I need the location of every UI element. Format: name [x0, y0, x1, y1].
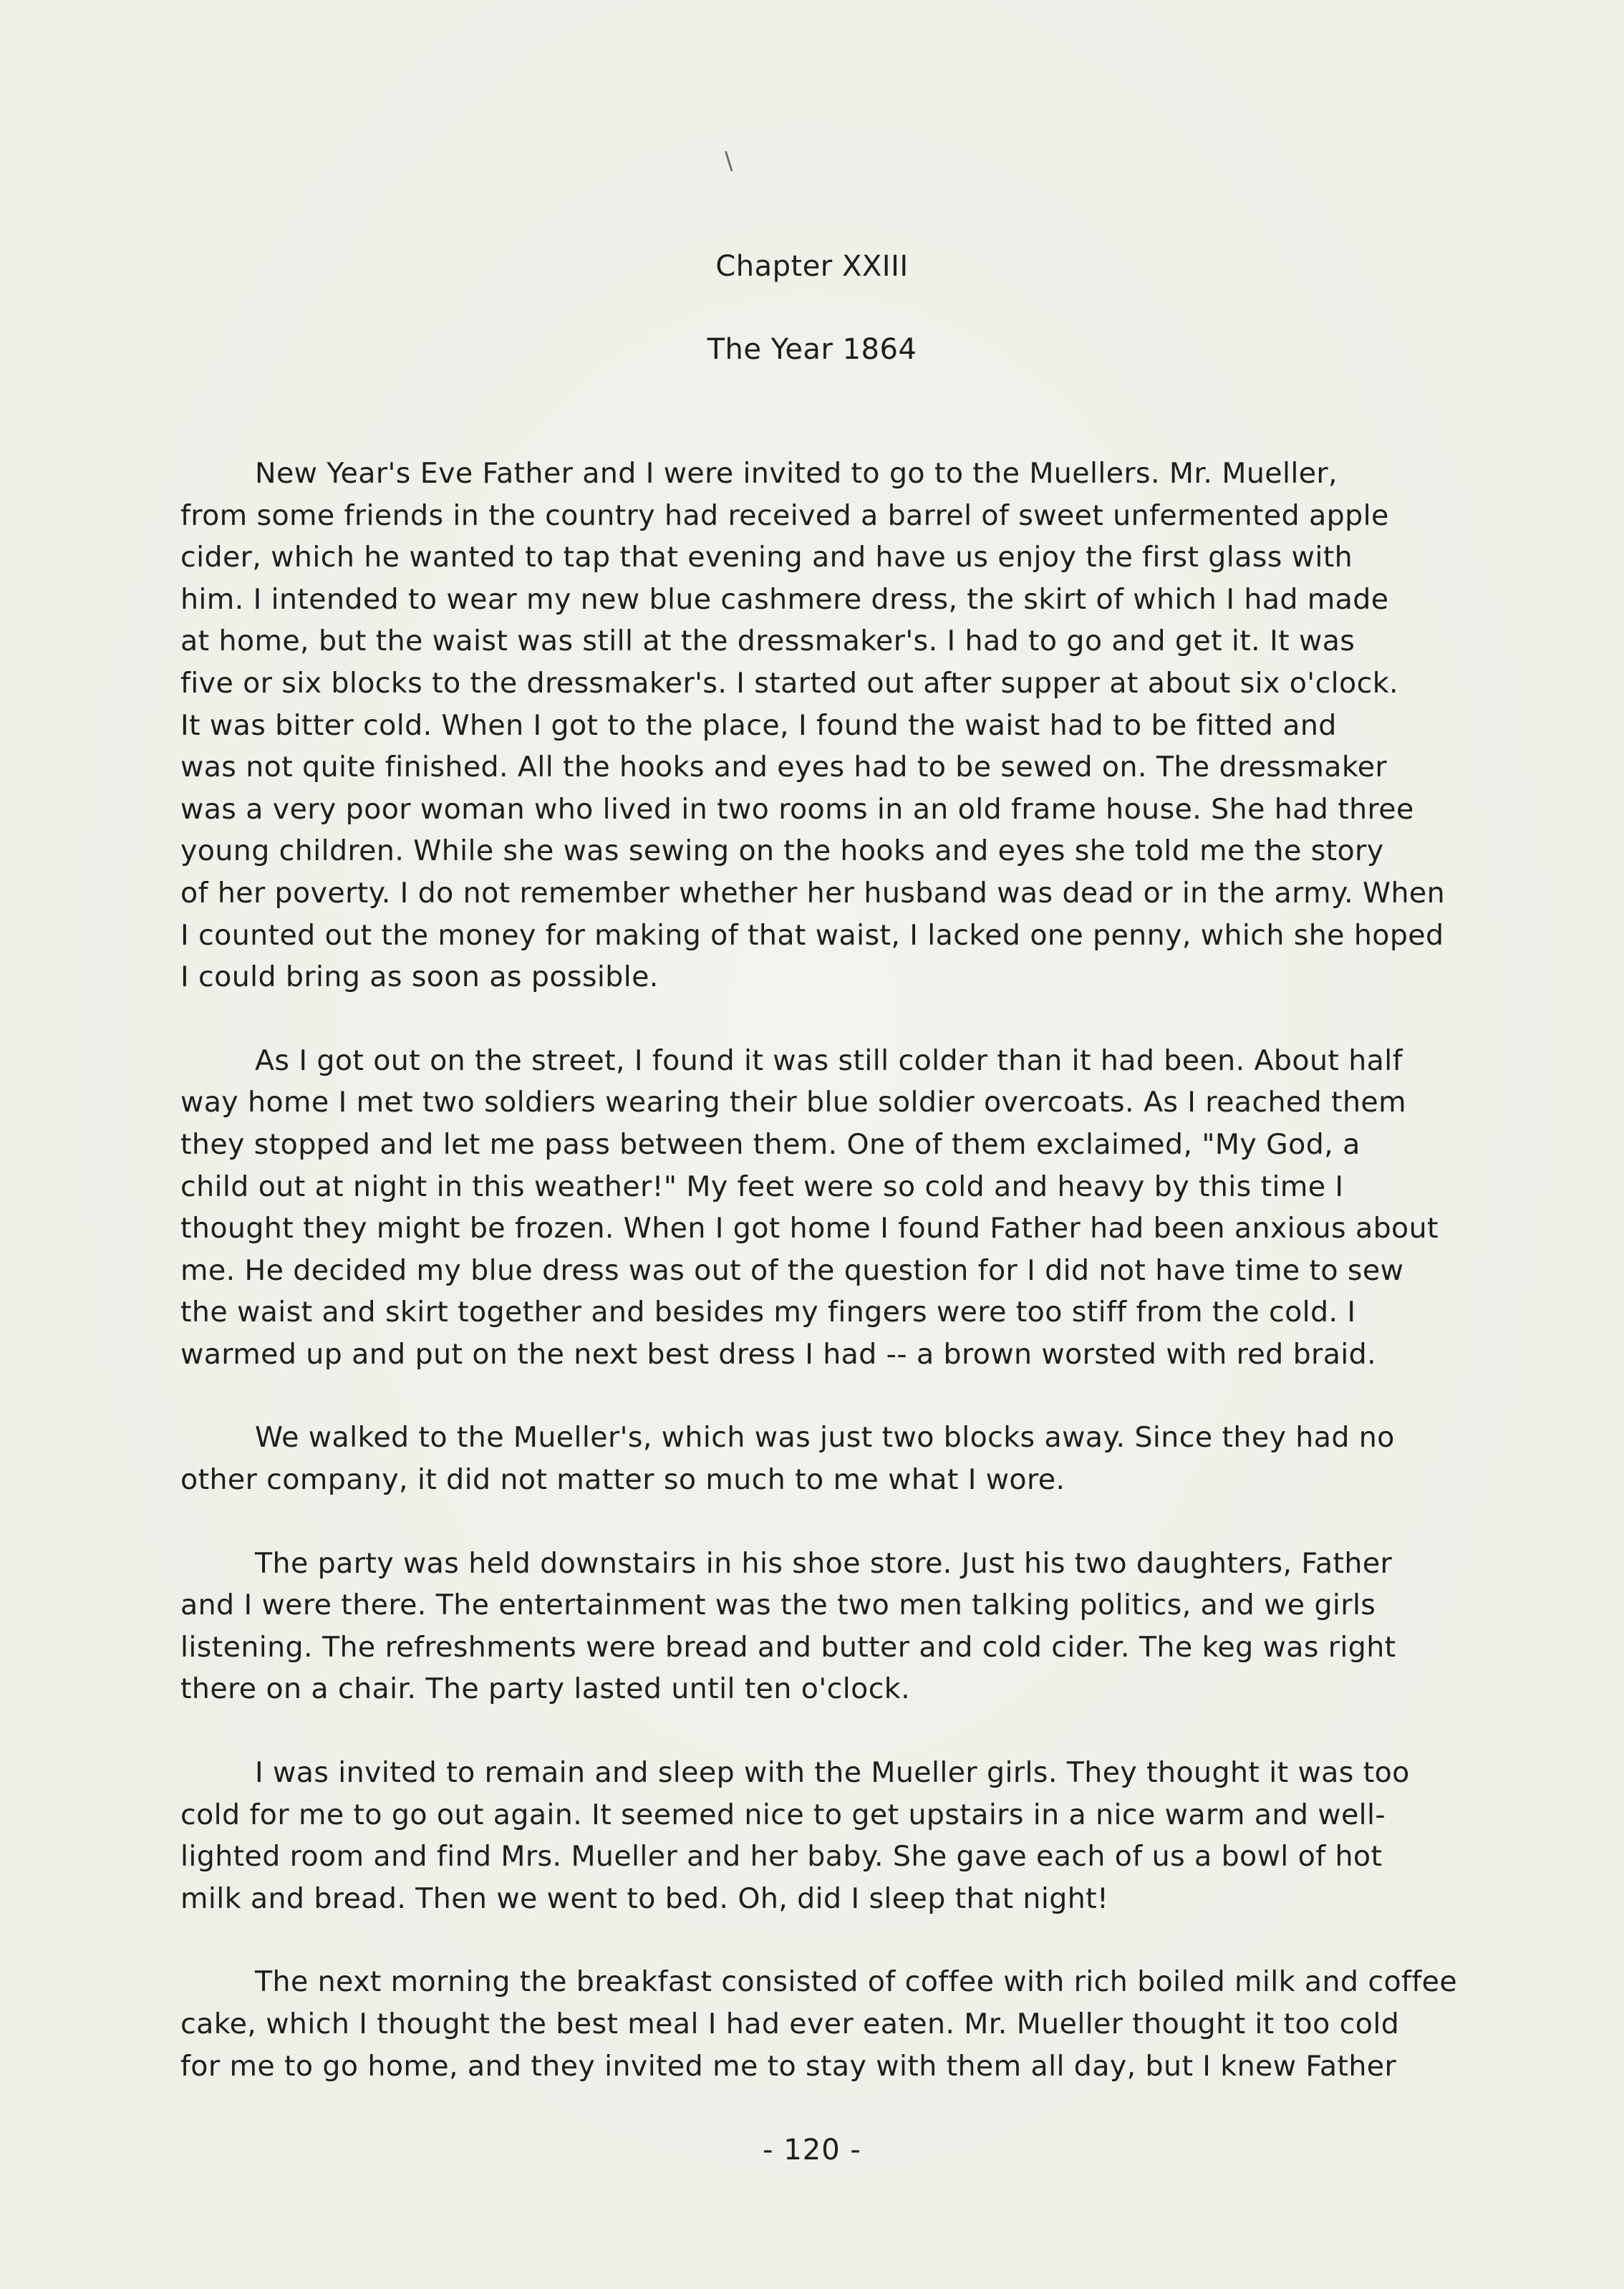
chapter-heading: [0, 241, 1624, 375]
text-line: the waist and skirt together and besides my fingers were too stiff from the cold. I: [180, 1296, 1356, 1329]
text-line: child out at night in this weather!" My feet were so cold and heavy by this time I: [180, 1170, 1344, 1203]
chapter-body: [180, 453, 1570, 2129]
text-line: The party was held downstairs in his shoe store. Just his two daughters, Father: [255, 1546, 1393, 1580]
chapter-title: The Year 1864: [707, 333, 917, 366]
text-line: We walked to the Mueller's, which was just two blocks away. Since they had no: [255, 1421, 1395, 1455]
text-line: As I got out on the street, I found it was still colder than it had been. About half: [255, 1044, 1403, 1077]
text-line: me. He decided my blue dress was out of the question for I did not have time to sew: [180, 1253, 1404, 1287]
text-line: him. I intended to wear my new blue cashmere dress, the skirt of which I had made: [180, 582, 1389, 616]
text-line: thought they might be frozen. When I got home I found Father had been anxious about: [180, 1212, 1439, 1245]
text-line: cake, which I thought the best meal I had ever eaten. Mr. Mueller thought it too cold: [180, 2008, 1400, 2040]
paragraph: [180, 1752, 1570, 1919]
text-line: cider, which he wanted to tap that evening and have us enjoy the first glass with: [180, 541, 1353, 574]
text-line: New Year's Eve Father and I were invited to go to the Muellers. Mr. Mueller,: [255, 457, 1338, 490]
paragraph: [180, 1543, 1570, 1710]
paragraph: [180, 1417, 1570, 1500]
text-line: at home, but the waist was still at the dressmaker's. I had to go and get it. It was: [180, 625, 1355, 658]
text-line: there on a chair. The party lasted until ten o'clock.: [180, 1672, 911, 1706]
text-line: I counted out the money for making of that waist, I lacked one penny, which she hoped: [180, 918, 1444, 952]
text-line: I was invited to remain and sleep with the Mueller girls. They thought it was too: [255, 1756, 1410, 1790]
paragraph: [180, 1040, 1570, 1376]
text-line: It was bitter cold. When I got to the place, I found the waist had to be fitted and: [180, 708, 1337, 742]
text-line: The next morning the breakfast consisted of coffee with rich boiled milk and coffee: [255, 1965, 1458, 1999]
paragraph: [180, 1961, 1570, 2087]
paragraph: [180, 453, 1570, 998]
chapter-number: Chapter XXIII: [715, 250, 909, 283]
text-line: was a very poor woman who lived in two rooms in an old frame house. She had three: [180, 792, 1414, 826]
text-line: five or six blocks to the dressmaker's. I started out after supper at about six o'clock.: [180, 666, 1398, 700]
page-number: - 120 -: [763, 2134, 861, 2167]
text-line: other company, it did not matter so much to me what I wore.: [180, 1463, 1065, 1497]
stray-pen-mark-icon: \: [725, 147, 733, 175]
text-line: and I were there. The entertainment was the two men talking politics, and we girls: [180, 1589, 1376, 1622]
text-line: milk and bread. Then we went to bed. Oh, did I sleep that night!: [180, 1881, 1109, 1915]
text-line: lighted room and find Mrs. Mueller and her baby. She gave each of us a bowl of hot: [180, 1840, 1383, 1874]
text-line: way home I met two soldiers wearing their blue soldier overcoats. As I reached them: [180, 1086, 1406, 1119]
text-line: of her poverty. I do not remember whether her husband was dead or in the army. When: [180, 876, 1446, 910]
text-line: for me to go home, and they invited me to stay with them all day, but I knew Father: [180, 2049, 1397, 2083]
text-line: listening. The refreshments were bread and butter and cold cider. The keg was right: [180, 1630, 1396, 1664]
text-line: I could bring as soon as possible.: [180, 960, 659, 994]
text-line: they stopped and let me pass between them. One of them exclaimed, "My God, a: [180, 1127, 1360, 1161]
text-line: cold for me to go out again. It seemed nice to get upstairs in a nice warm and well-: [180, 1798, 1386, 1831]
text-line: from some friends in the country had received a barrel of sweet unfermented apple: [180, 498, 1389, 532]
text-line: warmed up and put on the next best dress I had -- a brown worsted with red braid.: [180, 1337, 1377, 1371]
text-line: young children. While she was sewing on the hooks and eyes she told me the story: [180, 834, 1384, 868]
text-line: was not quite finished. All the hooks and eyes had to be sewed on. The dressmaker: [180, 751, 1388, 784]
